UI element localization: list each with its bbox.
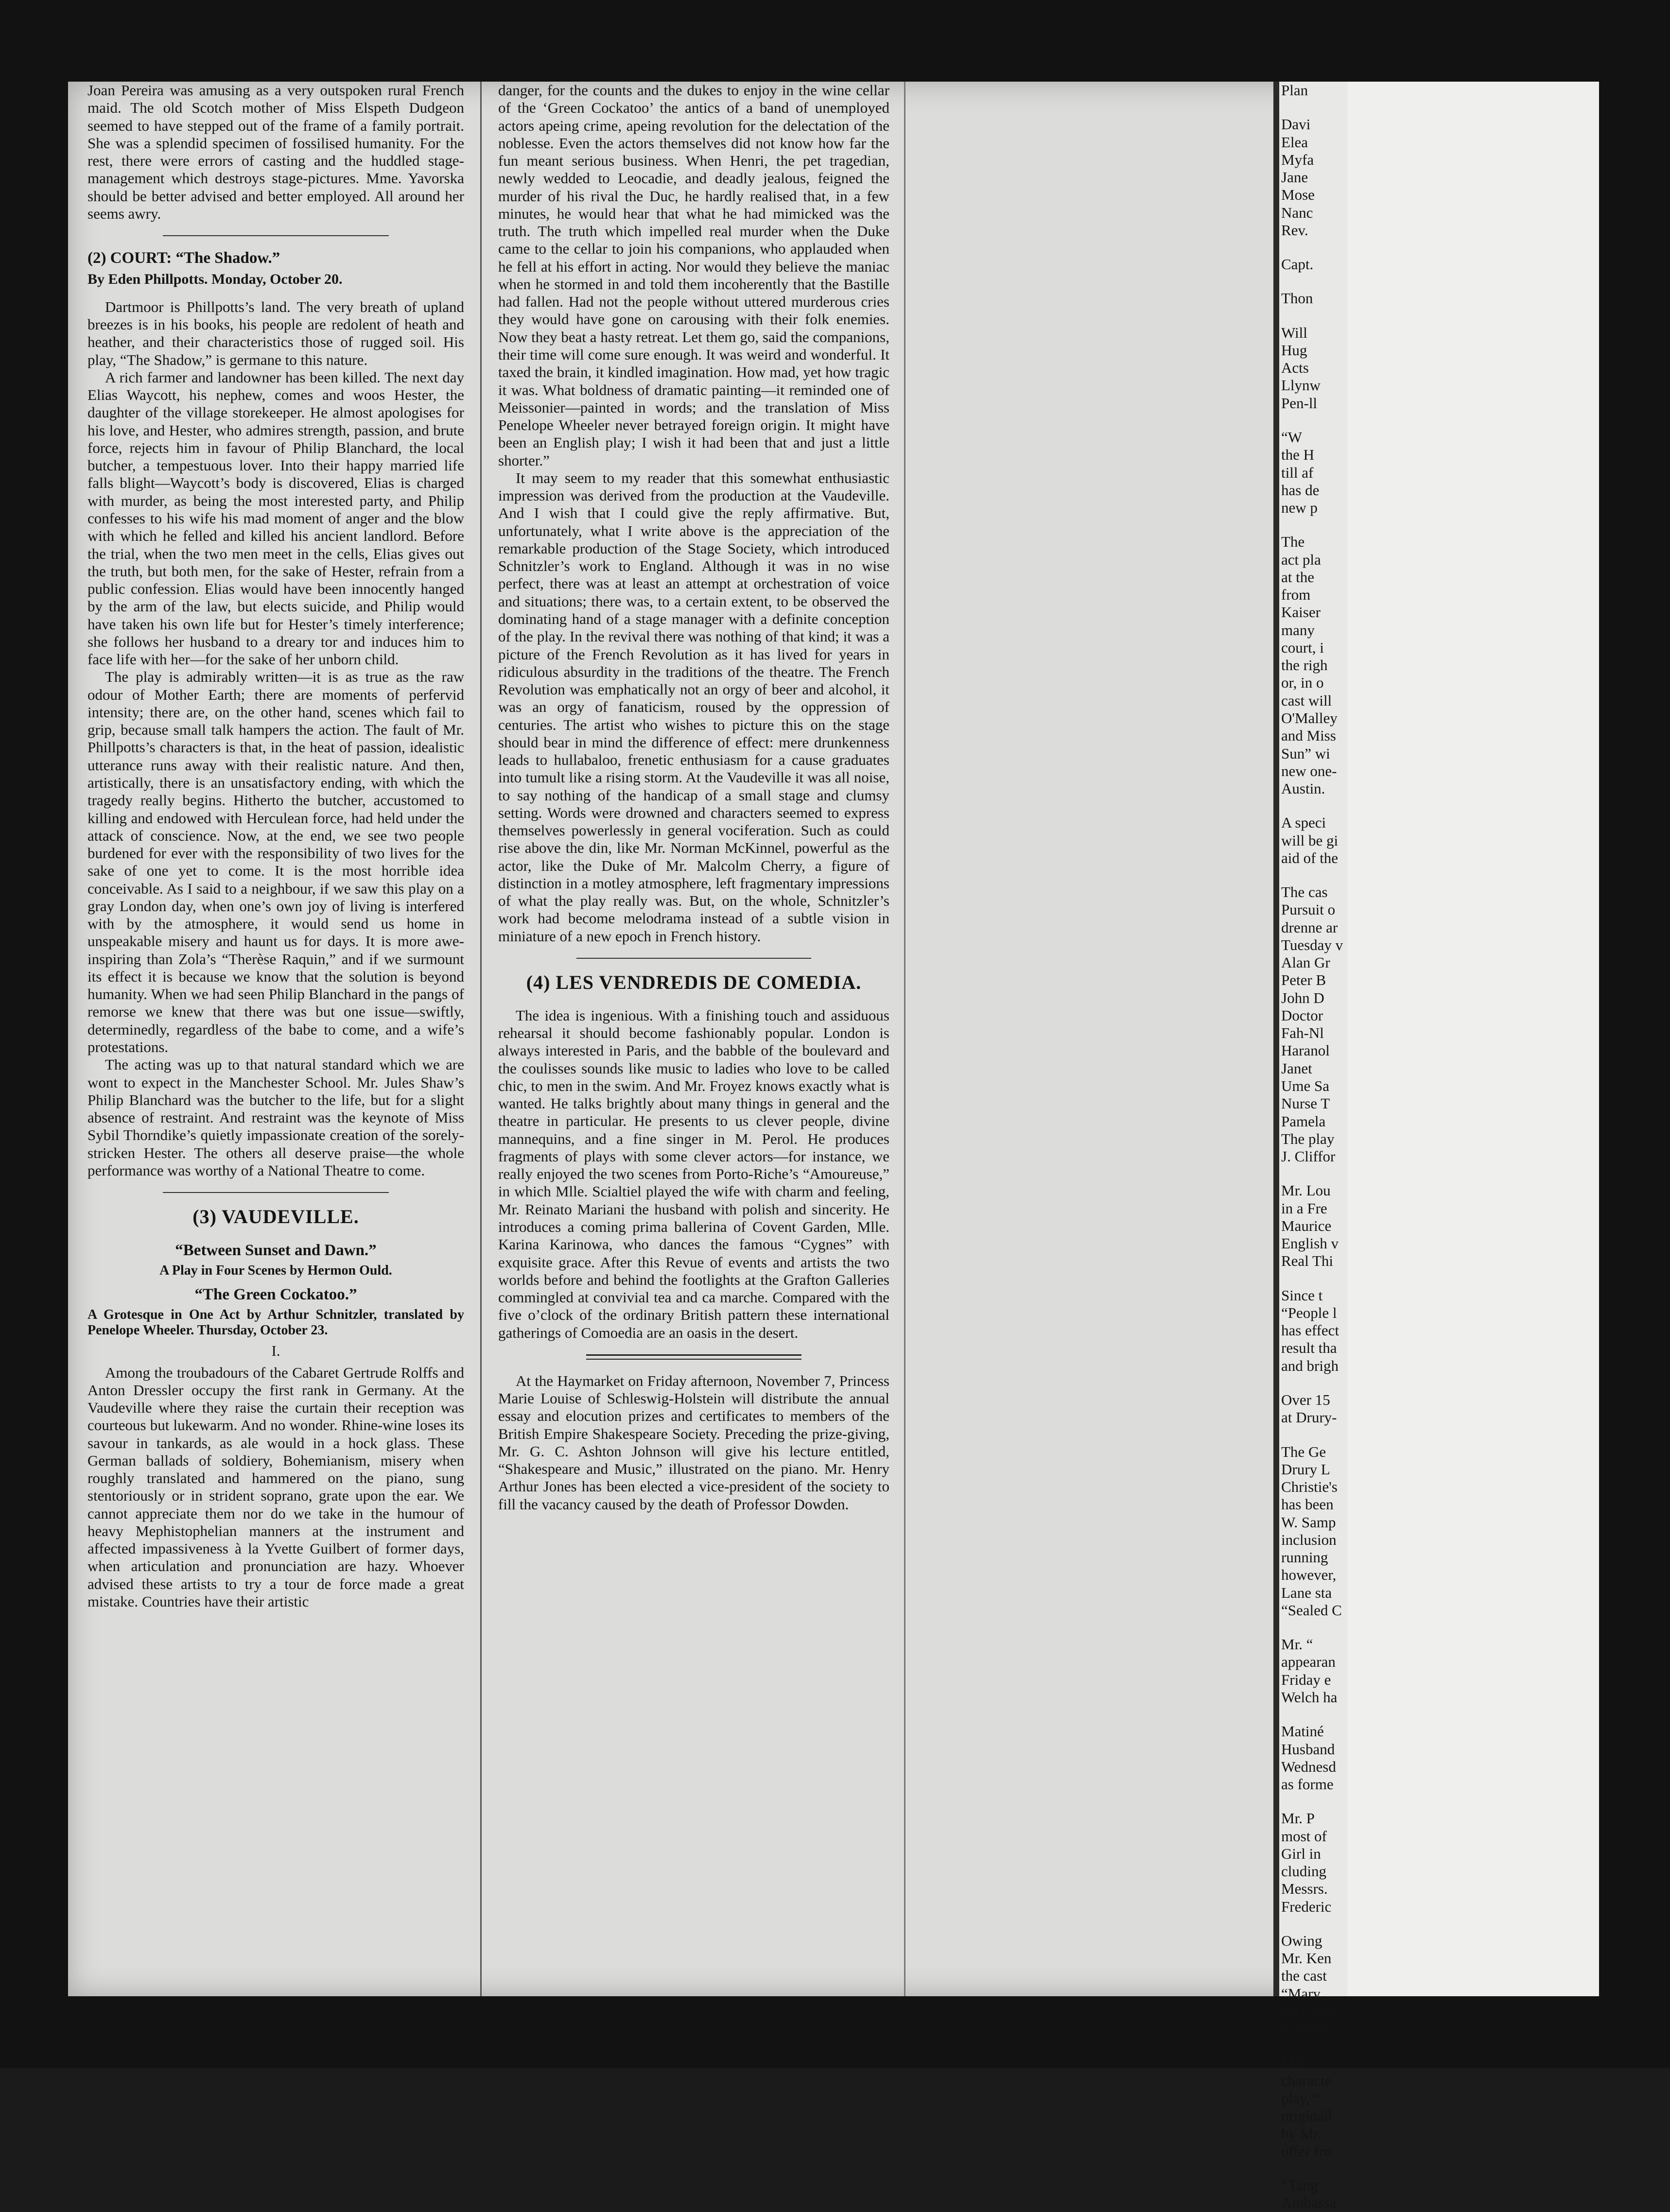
fragment-line: Kaiser <box>1281 604 1321 621</box>
column-rule <box>480 82 482 1996</box>
fragment-line: Doctor <box>1281 1006 1323 1024</box>
fragment-line: Fah-Nl <box>1281 1024 1324 1042</box>
fragment-gap <box>1281 1793 1347 1810</box>
column-rule <box>904 82 905 1996</box>
fragment-line: court, i <box>1281 639 1324 656</box>
fragment-line: Husband <box>1281 1740 1335 1758</box>
fragment-line: till af <box>1281 464 1314 481</box>
fragment-line: at the <box>1281 568 1314 586</box>
fragment-gap <box>1281 99 1347 116</box>
fragment-line: Matiné <box>1281 1723 1324 1740</box>
fragment-line: Elea <box>1281 133 1308 151</box>
fragment-line: “Tang <box>1281 2177 1318 2194</box>
fragment-gap <box>1281 273 1347 290</box>
play-title: “Between Sunset and Dawn.” <box>175 1241 377 1259</box>
column-left <box>87 82 464 1996</box>
fragment-line: and brigh <box>1281 1357 1339 1374</box>
fragment-line: appearan <box>1281 1653 1336 1671</box>
fragment-line: Maurice <box>1281 1217 1332 1234</box>
fragment-line: many <box>1281 621 1315 639</box>
fragment-line: characte <box>1281 2072 1332 2089</box>
fragment-line: W. Samp <box>1281 1513 1336 1531</box>
fragment-line: “W <box>1281 428 1303 446</box>
fragment-gap <box>1281 412 1347 429</box>
fragment-line: however, <box>1281 1566 1337 1584</box>
fragment-line: very cap <box>1281 2002 1333 2020</box>
fragment-gap <box>1281 1427 1347 1443</box>
fragment-line: aid of the <box>1281 849 1339 866</box>
paragraph: The acting was up to that natural standard which we are wont to expect in the Manchester School. Mr. Jules Shaw’s Philip Blanchard was the butcher to the life, but for a slight absence of restraint. And restraint was the keynote of Miss Sybil Thorndike’s quietly impassionate creation of the sorely-stricken Hester. The others all deserve praise—the whole performance was worthy of a National Theatre to come. <box>87 1056 464 1179</box>
blank-margin <box>1347 82 1599 1996</box>
fragment-gap <box>1281 797 1347 814</box>
fragment-line: J. Cliffor <box>1281 1148 1336 1165</box>
fragment-line: new p <box>1281 499 1318 517</box>
fragment-line: Nurse T <box>1281 1095 1330 1112</box>
fragment-line: or, in o <box>1281 674 1324 691</box>
paragraph: Among the troubadours of the Cabaret Gertrude Rolffs and Anton Dressler occupy the first rank in Germany. At the Vaudeville where they raise the curtain their reception was courteous but lukewarm. And no wonder. Rhine-wine loses its savour in tankards, as ale would in a hock glass. These German ballads of soldiery, Bohemianism, misery when roughly translated and hammered on the piano, sung stentoriously or in strident soprano, grate upon the ear. We cannot appreciate them nor do we take in the humour of heavy Mephistophelian manners at the instrument and affected impassiveness à la Yvette Guilbert of former days, when articulation and pronunciation are hazy. Whoever advised these artists to try a tour de force made a great mistake. Countries have their artistic <box>87 1364 464 1610</box>
section-divider <box>163 235 389 236</box>
paragraph: Dartmoor is Phillpotts’s land. The very breath of upland breezes is in his books, his people are redolent of heath and heather, and their characteristics those of rugged soil. His play, “The Shadow,” is germane to this nature. <box>87 298 464 368</box>
fragment-line: Will <box>1281 324 1307 341</box>
fragment-line: The <box>1281 533 1305 551</box>
fragment-gap <box>1281 308 1347 324</box>
fragment-line: offer fro <box>1281 2142 1332 2160</box>
paragraph: At the Haymarket on Friday afternoon, November 7, Princess Marie Louise of Schleswig-Holstein will distribute the annual essay and elocution prizes and certificates to members of the British Empire Shakespeare Society. Preceding the prize-giving, Mr. G. C. Ashton Johnson will give his lecture entitled, “Shakespeare and Music,” illustrated on the piano. Mr. Henry Arthur Jones has been elected a vice-president of the society to fill the vacancy caused by the death of Professor Dowden. <box>498 1372 889 1513</box>
adjacent-column-fragment <box>1279 82 1347 2212</box>
fragment-line: John D <box>1281 989 1324 1006</box>
fragment-line: “Sealed C <box>1281 1601 1342 1619</box>
fragment-line: Real Thi <box>1281 1252 1334 1270</box>
fragment-line: Plan <box>1281 82 1308 99</box>
fragment-gap <box>1281 1916 1347 1932</box>
fragment-line: Owing <box>1281 1932 1322 1949</box>
fragment-gap <box>1281 1706 1347 1723</box>
fragment-line: and Miss <box>1281 727 1336 744</box>
column-right-fragment <box>1281 82 1347 2212</box>
fragment-line: Mr. Ken <box>1281 1950 1332 1967</box>
fragment-line: Drury L <box>1281 1460 1330 1478</box>
fragment-line: the cast <box>1281 1967 1327 1985</box>
fragment-line: Thon <box>1281 290 1313 307</box>
fragment-line: Sun” wi <box>1281 744 1330 762</box>
fragment-line: Frederic <box>1281 1898 1332 1915</box>
fragment-line: new one- <box>1281 762 1337 779</box>
fragment-line: Mr. P <box>1281 1810 1315 1827</box>
fragment-line: has de <box>1281 481 1320 499</box>
fragment-gap <box>1281 517 1347 533</box>
fragment-line: The cas <box>1281 883 1328 901</box>
fragment-line: English v <box>1281 1235 1339 1252</box>
fragment-line: Over 15 <box>1281 1391 1330 1408</box>
fragment-line: Lane sta <box>1281 1584 1332 1601</box>
fragment-line: the righ <box>1281 657 1328 674</box>
paragraph: The idea is ingenious. With a finishing touch and assiduous rehearsal it should become fashionably popular. London is always interested in Paris, and the babble of the boulevard and the coulisses sounds like music to ladies who love to be called chic, to men in the swim. And Mr. Froyez knows exactly what is wanted. He talks brightly about many things in general and the theatre in particular. He presents to us clever people, divine mannequins, and a fine singer in M. Perol. He produces fragments of plays with some clever actors—for instance, we really enjoyed the two scenes from Porto-Riche’s “Amoureuse,” in which Mlle. Scialtiel played the wife with charm and feeling, Mr. Reinato Mariani the husband with polish and sincerity. He introduces a coming prima ballerina of Covent Garden, Mlle. Karina Karinowa, who dances the famous “Cygnes” with exquisite grace. After this Revue of events and artists the two worlds before and behind the footlights at the Grafton Galleries commingled at convivial tea and ca marche. Compared with the five o’clock of the ordinary British pattern these international gatherings of Comoedia are an oasis in the desert. <box>498 1006 889 1341</box>
fragment-line: the H <box>1281 446 1315 464</box>
fragment-line: Tuesday v <box>1281 936 1343 953</box>
fragment-line: Nanc <box>1281 204 1313 221</box>
fragment-line: Janet <box>1281 1059 1312 1077</box>
fragment-line: act pla <box>1281 551 1321 568</box>
paragraph: It may seem to my reader that this somewhat enthusiastic impression was derived from the production at the Vaudeville. And I wish that I could give the reply affirmative. But, unfortunately, what I write above is the appreciation of the remarkable production of the Stage Society, which introduced Schnitzler’s work to England. Although it was in no wise perfect, there was at least an attempt at orchestration of voice and situations; there was, to a certain extent, to be observed the dominating hand of a stage manager with a definite conception of the play. In the revival there was nothing of that kind; it was a picture of the French Revolution as it has lived for years in ridiculous absurdity in the traditions of the theatre. The French Revolution was emphatically not an orgy of beer and alcohol, it was an orgy of fanaticism, roused by the oppression of centuries. The artist who wishes to picture this on the stage should bear in mind the difference of effect: mere drunkenness leads to hullabaloo, frenetic enthusiasm for a cause graduates into tumult like a rising storm. At the Vaudeville it was all noise, to say nothing of the handicap of a small stage and clumsy setting. Words were drowned and characters seemed to express themselves powerlessly in general vociferation. Such as could rise above the din, like Mr. Norman McKinnel, powerful as the actor, like the Duke of Mr. Malcolm Cherry, a figure of distinction in a motley atmosphere, left fragmentary impressions of what the play really was. But, on the whole, Schnitzler’s work had become melodrama instead of a subtle vision in miniature of a new epoch in French history. <box>498 469 889 945</box>
fragment-line: Rev. <box>1281 221 1308 239</box>
fragment-line: drenne ar <box>1281 918 1338 936</box>
play-subtitle: A Play in Four Scenes by Hermon Ould. <box>159 1262 392 1278</box>
fragment-line: inclusion <box>1281 1531 1337 1548</box>
part-number: I. <box>271 1342 280 1360</box>
fragment-line: Girl in <box>1281 1845 1321 1862</box>
fragment-gap <box>1281 867 1347 883</box>
fragment-line: Friday e <box>1281 1671 1331 1688</box>
column-middle <box>498 82 889 1996</box>
fragment-line: A speci <box>1281 814 1326 831</box>
fragment-line: O'Malley <box>1281 709 1338 726</box>
fragment-line: will be gi <box>1281 831 1339 849</box>
section-divider <box>576 958 811 959</box>
fragment-line: result tha <box>1281 1339 1337 1357</box>
clipping-edge <box>1273 82 1279 1996</box>
section-heading: (2) COURT: “The Shadow.” <box>87 249 280 267</box>
fragment-gap <box>1281 2038 1347 2055</box>
fragment-gap <box>1281 1270 1347 1287</box>
fragment-line: Messrs. <box>1281 1880 1328 1898</box>
fragment-line: Christie's <box>1281 1478 1338 1496</box>
fragment-line: Pen-ll <box>1281 394 1318 412</box>
fragment-line: “Mary <box>1281 1985 1321 2002</box>
fragment-line: Miss <box>1281 2054 1311 2072</box>
fragment-line: Haranol <box>1281 1042 1330 1059</box>
paragraph: A rich farmer and landowner has been killed. The next day Elias Waycott, his nephew, comes and woos Hester, the daughter of the village storekeeper. He almost apologises for his love, and Hester, who admires strength, passion, and brute force, rejects him in favour of Philip Blanchard, the local butcher, a tempestuous lover. Into their happy married life falls blight—Waycott’s body is discovered, Elias is charged with murder, as being the most interested party, and Philip confesses to his wife his mad moment of anger and the blow with which he felled and killed his ancient landlord. Before the trial, when the two men meet in the cells, Elias gives out the truth, but both men, for the sake of Hester, refrain from a public confession. Elias would have been innocently hanged by the arm of the law, but elects suicide, and Philip would have taken his own life but for Hester’s timely interference; she follows her husband to a dreary tor and induces him to face life with her—for the sake of her unborn child. <box>87 368 464 668</box>
section-byline: By Eden Phillpotts. Monday, October 20. <box>87 271 343 287</box>
fragment-line: Capt. <box>1281 256 1314 273</box>
fragment-gap <box>1281 239 1347 256</box>
fragment-line: The play <box>1281 1130 1335 1147</box>
fragment-line: has effect <box>1281 1322 1339 1339</box>
fragment-line: play, “ <box>1281 2090 1321 2107</box>
play-note: A Grotesque in One Act by Arthur Schnitzler, translated by Penelope Wheeler. Thursday, October 23. <box>87 1307 464 1338</box>
fragment-line: Austin. <box>1281 780 1325 797</box>
fragment-line: cluding <box>1281 1863 1326 1880</box>
section-divider <box>163 1192 389 1193</box>
fragment-line: Peter B <box>1281 971 1326 989</box>
paragraph: The play is admirably written—it is as true as the raw odour of Mother Earth; there are moments of perfervid intensity; there are, on the other hand, scenes which fail to grip, because small talk hampers the action. The fault of Mr. Phillpotts’s characters is that, in the heat of passion, idealistic utterance runs away with their realistic nature. And then, artistically, there is an unsatisfactory ending, with which the tragedy really begins. Hitherto the butcher, accustomed to killing and endowed with Herculean force, had held under the attack of conscience. Now, at the end, we see two people burdened for ever with the responsibility of two lives for the sake of one yet to come. It is the most horrible idea conceivable. As I said to a neighbour, if we saw this play on a gray London day, when one’s own joy of living is interfered with by the atmosphere, it would send us home in unspeakable misery and haunt us for days. It is more awe-inspiring than Zola’s “Therèse Raquin,” and if we surmount its effect it is because we know that the solution is beyond humanity. When we had seen Philip Blanchard in the pangs of remorse we knew that there was but one issue—swiftly, determinedly, regardless of the babe to come, and a wife’s protestations. <box>87 668 464 1055</box>
fragment-line: C. Brow <box>1281 2020 1333 2038</box>
section-divider <box>586 1354 801 1360</box>
fragment-line: Since t <box>1281 1286 1323 1304</box>
fragment-line: from <box>1281 586 1311 604</box>
fragment-line: Acts <box>1281 359 1309 377</box>
fragment-line: The Ge <box>1281 1443 1326 1460</box>
fragment-line: Pursuit o <box>1281 901 1336 918</box>
fragment-gap <box>1281 1375 1347 1391</box>
fragment-line: Ume Sa <box>1281 1077 1330 1095</box>
fragment-gap <box>1281 2160 1347 2177</box>
fragment-line: Llynw <box>1281 377 1321 394</box>
fragment-line: as forme <box>1281 1776 1334 1793</box>
fragment-line: Hug <box>1281 341 1307 359</box>
fragment-line: at Drury- <box>1281 1409 1337 1426</box>
newspaper-clipping <box>68 82 1599 2212</box>
fragment-gap <box>1281 1165 1347 1182</box>
fragment-line: in a Fre <box>1281 1199 1327 1217</box>
fragment-line: Welch ha <box>1281 1688 1338 1706</box>
fragment-line: has been <box>1281 1496 1334 1513</box>
fragment-line: by Mr. <box>1281 2125 1322 2142</box>
fragment-line: Myfa <box>1281 151 1314 168</box>
paragraph: danger, for the counts and the dukes to enjoy in the wine cellar of the ‘Green Cockatoo’ the antics of a band of unemployed actors apeing crime, apeing revolution for the delectation of the noblesse. Even the actors themselves did not know how far the fun meant serious business. When Henri, the pet tragedian, newly wedded to Leocadie, and deadly jealous, feigned the murder of his rival the Duc, he hardly realised that, in a few minutes, he would hear that what he had mimicked was the truth. The truth which impelled real murder when the Duke came to the cellar to join his companions, who applauded when he fell at his effort in acting. Nor would they believe the maniac when he stormed in and told them incoherently that the Bastille had fallen. Had not the people without uttered murderous cries they would have gone on carousing with their folk enemies. Now they beat a hasty retreat. Let them go, said the companions, their time will come sure enough. It was weird and wonderful. It taxed the brain, it kindled imagination. How mad, yet how tragic it was. What boldness of dramatic painting—it reminded one of Meissonier—painted in words; and the translation of Miss Penelope Wheeler never betrayed foreign origin. It might have been an English play; I wish it had been that and just a little shorter.” <box>498 82 889 469</box>
play-title: “The Green Cockatoo.” <box>194 1286 357 1304</box>
fragment-line: running <box>1281 1549 1328 1566</box>
fragment-gap <box>1281 1619 1347 1636</box>
fragment-line: Jane <box>1281 169 1308 186</box>
fragment-line: “People l <box>1281 1304 1337 1321</box>
fragment-line: cast will <box>1281 691 1332 709</box>
fragment-line: Ambassa <box>1281 2194 1337 2212</box>
fragment-line: Pamela <box>1281 1112 1326 1130</box>
fragment-line: Mr. “ <box>1281 1636 1313 1653</box>
section-heading: (3) VAUDEVILLE. <box>192 1206 359 1228</box>
fragment-line: Wednesd <box>1281 1758 1336 1775</box>
paragraph: Joan Pereira was amusing as a very outspoken rural French maid. The old Scotch mother of Miss Elspeth Dudgeon seemed to have stepped out of the frame of a family portrait. She was a splendid specimen of fossilised humanity. For the rest, there were errors of casting and the huddled stage-management which destroys stage-pictures. Mme. Yavorska should be better advised and better employed. All around her seems awry. <box>87 82 464 222</box>
fragment-line: Davi <box>1281 116 1311 133</box>
fragment-line: Mose <box>1281 186 1315 204</box>
fragment-line: Alan Gr <box>1281 954 1330 971</box>
section-heading: (4) LES VENDREDIS DE COMEDIA. <box>526 971 862 994</box>
fragment-line: Mr. Lou <box>1281 1182 1331 1199</box>
fragment-line: originall <box>1281 2107 1333 2125</box>
fragment-line: most of <box>1281 1827 1327 1845</box>
